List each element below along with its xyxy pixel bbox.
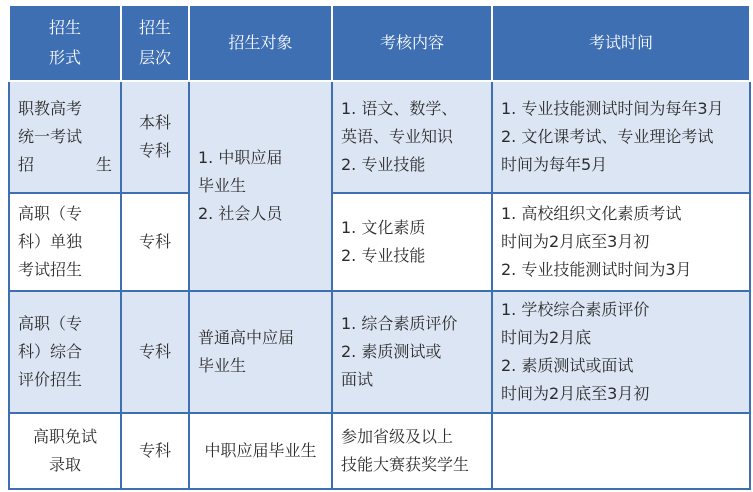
row4-form-line1: 高职免试 xyxy=(32,427,97,446)
shared-target-line2: 毕业生 xyxy=(198,176,247,195)
row3-content-line2: 2. 素质测试或 xyxy=(341,342,442,361)
row1-form-line1: 职教高考 xyxy=(18,99,83,118)
table-row xyxy=(9,193,750,291)
row2-time-line1: 1. 高校组织文化素质考试 xyxy=(501,204,682,223)
row1-content-line2: 英语、专业知识 xyxy=(341,127,454,146)
row1-time-line3: 时间为每年5月 xyxy=(501,155,608,174)
row3-target-line1: 普通高中应届 xyxy=(198,328,295,347)
row4-form xyxy=(9,413,121,489)
row2-time-line2: 时间为2月底至3月初 xyxy=(501,232,650,251)
header-form-line1: 招生 xyxy=(48,18,81,37)
row4-content-line2: 技能大赛获奖学生 xyxy=(341,455,470,474)
row1-level-line2: 专科 xyxy=(138,141,171,160)
row1-form-char-a: 招 xyxy=(18,155,35,174)
row1-level-line1: 本科 xyxy=(138,113,171,132)
row4-content-line1: 参加省级及以上 xyxy=(341,427,454,446)
table-row xyxy=(9,81,750,193)
row2-time xyxy=(492,193,750,291)
row3-target xyxy=(189,291,332,413)
row3-target-line2: 毕业生 xyxy=(198,356,247,375)
header-level xyxy=(121,5,189,81)
table-row xyxy=(9,413,750,489)
shared-target-line1: 1. 中职应届 xyxy=(198,148,283,167)
row4-form-line2: 录取 xyxy=(48,455,81,474)
row2-level: 专科 xyxy=(121,193,189,291)
row3-time-line1: 1. 学校综合素质评价 xyxy=(501,300,650,319)
row3-time-line2: 时间为2月底 xyxy=(501,328,592,347)
row2-form xyxy=(9,193,121,291)
row1-form-line3 xyxy=(18,151,112,179)
row1-content xyxy=(332,81,492,193)
header-time: 考试时间 xyxy=(492,5,750,81)
row1-form-line2: 统一考试 xyxy=(18,127,83,146)
header-level-line1: 招生 xyxy=(138,18,171,37)
row3-form-line3: 评价招生 xyxy=(18,370,83,389)
row3-level: 专科 xyxy=(121,291,189,413)
row2-form-line2: 科）单独 xyxy=(18,232,83,251)
row1-content-line1: 1. 语文、数学、 xyxy=(341,99,458,118)
row4-target: 中职应届毕业生 xyxy=(189,413,332,489)
row3-content-line3: 面试 xyxy=(341,370,374,389)
header-level-line2: 层次 xyxy=(138,48,171,67)
row1-form-char-b: 生 xyxy=(95,155,112,174)
row1-time xyxy=(492,81,750,193)
table-row xyxy=(9,291,750,413)
row1-form xyxy=(9,81,121,193)
row1-level xyxy=(121,81,189,193)
shared-target-line3: 2. 社会人员 xyxy=(198,204,283,223)
row3-content xyxy=(332,291,492,413)
row4-time xyxy=(492,413,750,489)
row3-form xyxy=(9,291,121,413)
row1-time-line1: 1. 专业技能测试时间为每年3月 xyxy=(501,99,724,118)
row3-form-line1: 高职（专 xyxy=(18,314,83,333)
header-form-line2: 形式 xyxy=(48,48,81,67)
admission-table xyxy=(8,4,751,490)
row4-level: 专科 xyxy=(121,413,189,489)
row3-form-line2: 科）综合 xyxy=(18,342,83,361)
header-target: 招生对象 xyxy=(189,5,332,81)
row2-form-line1: 高职（专 xyxy=(18,204,83,223)
header-content: 考核内容 xyxy=(332,5,492,81)
row2-content-line1: 1. 文化素质 xyxy=(341,218,426,237)
row2-form-line3: 考试招生 xyxy=(18,260,83,279)
row1-time-line2: 2. 文化课考试、专业理论考试 xyxy=(501,127,714,146)
row2-time-line3: 2. 专业技能测试时间为3月 xyxy=(501,260,692,279)
row2-content-line2: 2. 专业技能 xyxy=(341,246,426,265)
header-form xyxy=(9,5,121,81)
header-row xyxy=(9,5,750,81)
row3-time xyxy=(492,291,750,413)
row4-content xyxy=(332,413,492,489)
row3-time-line3: 2. 素质测试或面试 xyxy=(501,356,634,375)
row3-time-line4: 时间为2月底至3月初 xyxy=(501,384,650,403)
row1-content-line3: 2. 专业技能 xyxy=(341,155,426,174)
row2-content xyxy=(332,193,492,291)
shared-target xyxy=(189,81,332,291)
row3-content-line1: 1. 综合素质评价 xyxy=(341,314,458,333)
